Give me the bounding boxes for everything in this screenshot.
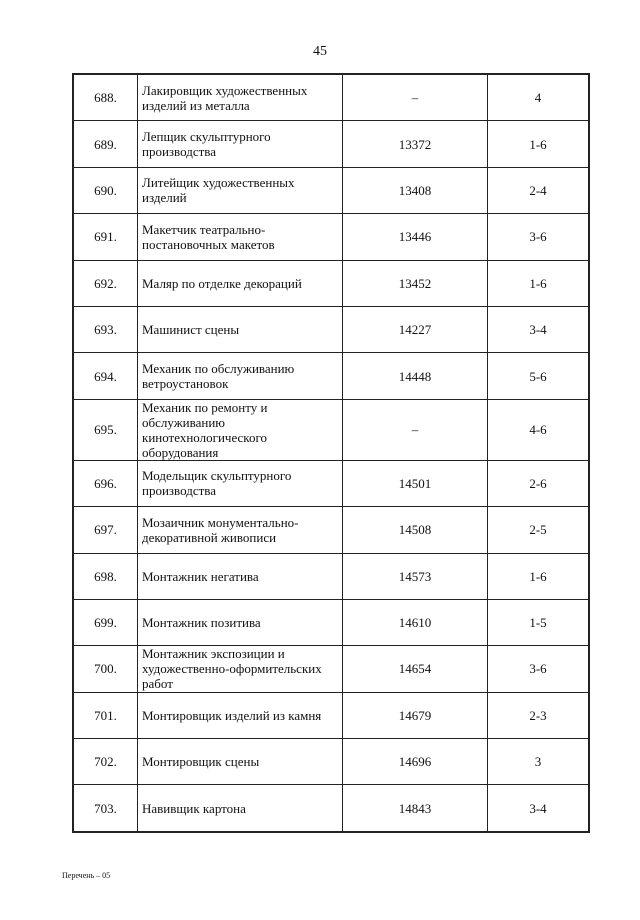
profession-name: Навивщик картона <box>138 785 343 832</box>
profession-name: Лепщик скульптурного производства <box>138 121 343 167</box>
table-row <box>73 121 589 167</box>
profession-code: 14227 <box>343 306 488 352</box>
grade-range: 3 <box>488 739 590 785</box>
row-number: 699. <box>73 599 138 645</box>
profession-code: 14843 <box>343 785 488 832</box>
table-row <box>73 507 589 553</box>
grade-range: 3-4 <box>488 306 590 352</box>
profession-name: Монтажник позитива <box>138 599 343 645</box>
profession-name: Лакировщик художественных изделий из металла <box>138 74 343 121</box>
profession-name: Литейщик художественных изделий <box>138 167 343 213</box>
table-row <box>73 553 589 599</box>
row-number: 692. <box>73 260 138 306</box>
profession-code: 14654 <box>343 646 488 692</box>
grade-range: 4 <box>488 74 590 121</box>
grade-range: 2-5 <box>488 507 590 553</box>
profession-code: 14508 <box>343 507 488 553</box>
professions-table <box>72 73 590 833</box>
profession-code: 13452 <box>343 260 488 306</box>
table-row <box>73 306 589 352</box>
profession-code: 14573 <box>343 553 488 599</box>
profession-name: Модельщик скульптурного производства <box>138 460 343 506</box>
table-row <box>73 460 589 506</box>
profession-code: 14501 <box>343 460 488 506</box>
profession-name: Маляр по отделке декораций <box>138 260 343 306</box>
profession-name: Механик по обслуживанию ветроустановок <box>138 353 343 399</box>
profession-name: Макетчик театрально-постановочных макетов <box>138 214 343 260</box>
row-number: 690. <box>73 167 138 213</box>
profession-code: – <box>343 74 488 121</box>
profession-code: 14448 <box>343 353 488 399</box>
grade-range: 5-6 <box>488 353 590 399</box>
page-number: 45 <box>313 44 327 59</box>
profession-code: 14610 <box>343 599 488 645</box>
grade-range: 2-3 <box>488 692 590 738</box>
table-row <box>73 214 589 260</box>
profession-code: 14679 <box>343 692 488 738</box>
profession-name: Мозаичник монументально-декоративной живописи <box>138 507 343 553</box>
table-row <box>73 167 589 213</box>
footer-label: Перечень – 05 <box>62 871 111 880</box>
grade-range: 1-6 <box>488 121 590 167</box>
profession-name: Монтировщик сцены <box>138 739 343 785</box>
grade-range: 3-6 <box>488 646 590 692</box>
row-number: 697. <box>73 507 138 553</box>
grade-range: 4-6 <box>488 399 590 460</box>
profession-code: 13372 <box>343 121 488 167</box>
row-number: 694. <box>73 353 138 399</box>
profession-code: – <box>343 399 488 460</box>
table-row <box>73 646 589 692</box>
profession-code: 14696 <box>343 739 488 785</box>
grade-range: 1-6 <box>488 553 590 599</box>
table-row <box>73 260 589 306</box>
table-row <box>73 353 589 399</box>
table-row <box>73 692 589 738</box>
row-number: 700. <box>73 646 138 692</box>
grade-range: 1-5 <box>488 599 590 645</box>
row-number: 703. <box>73 785 138 832</box>
profession-code: 13446 <box>343 214 488 260</box>
profession-name: Монтировщик изделий из камня <box>138 692 343 738</box>
row-number: 702. <box>73 739 138 785</box>
row-number: 698. <box>73 553 138 599</box>
row-number: 689. <box>73 121 138 167</box>
profession-name: Монтажник экспозиции и художественно-оформительских работ <box>138 646 343 692</box>
table-row <box>73 599 589 645</box>
row-number: 695. <box>73 399 138 460</box>
table-row <box>73 74 589 121</box>
grade-range: 3-4 <box>488 785 590 832</box>
table-body <box>73 74 589 832</box>
row-number: 688. <box>73 74 138 121</box>
table-row <box>73 739 589 785</box>
profession-name: Механик по ремонту и обслуживанию кинотехнологического оборудования <box>138 399 343 460</box>
row-number: 696. <box>73 460 138 506</box>
row-number: 701. <box>73 692 138 738</box>
row-number: 691. <box>73 214 138 260</box>
profession-name: Машинист сцены <box>138 306 343 352</box>
profession-name: Монтажник негатива <box>138 553 343 599</box>
profession-code: 13408 <box>343 167 488 213</box>
table-row <box>73 785 589 832</box>
grade-range: 2-6 <box>488 460 590 506</box>
grade-range: 1-6 <box>488 260 590 306</box>
grade-range: 3-6 <box>488 214 590 260</box>
row-number: 693. <box>73 306 138 352</box>
grade-range: 2-4 <box>488 167 590 213</box>
table-row <box>73 399 589 460</box>
